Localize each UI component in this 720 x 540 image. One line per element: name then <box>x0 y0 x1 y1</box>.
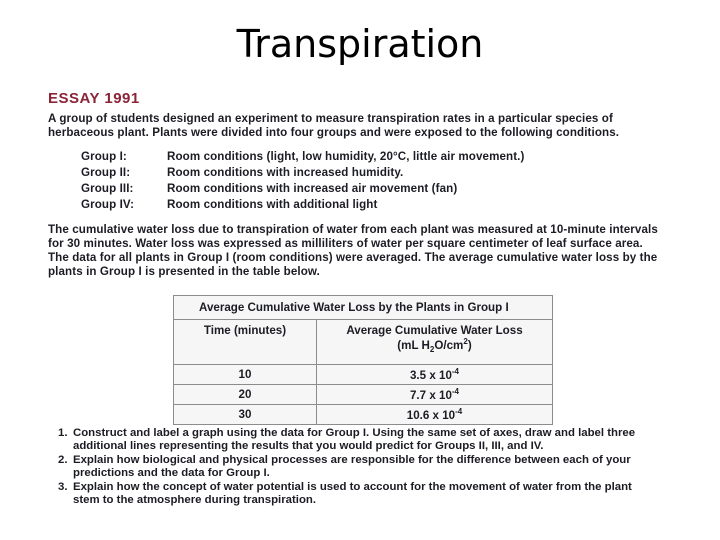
value-mantissa: 10.6 x 10 <box>406 408 456 422</box>
value-mantissa: 7.7 x 10 <box>409 388 452 402</box>
value-exponent: -4 <box>455 407 463 417</box>
table-row <box>174 405 553 425</box>
time-cell: 10 <box>174 365 317 385</box>
question-text: Explain how biological and physical processes are responsible for the difference between each of your predictions and the data for Group I. <box>73 454 631 479</box>
group-condition: Room conditions with increased humidity. <box>167 166 404 179</box>
list-item <box>58 454 708 479</box>
water-loss-cell <box>317 405 553 425</box>
units-part: ) <box>467 338 472 352</box>
units-part: O/cm <box>434 338 464 352</box>
question-list <box>58 427 708 509</box>
methods-paragraph: The cumulative water loss due to transpiration of water from each plant was measured at 10-minute intervals for 30 minutes. Water loss was expressed as milliliters of water per square centimeter of leaf surface area. The data for all plants in Group I (room conditions) were averaged. The average cumulative water loss by the plants in Group I is presented in the table below. <box>48 223 658 278</box>
group-condition: Room conditions with increased air movement (fan) <box>167 182 458 195</box>
water-loss-column-header <box>317 320 553 365</box>
units-superscript: 2 <box>463 337 468 346</box>
value-mantissa: 3.5 x 10 <box>409 368 452 382</box>
list-item <box>58 481 708 506</box>
essay-heading: ESSAY 1991 <box>48 90 140 107</box>
units-subscript: 2 <box>429 345 435 355</box>
value-exponent: -4 <box>451 387 460 397</box>
group-condition: Room conditions with additional light <box>167 198 378 211</box>
value-exponent: -4 <box>451 367 460 377</box>
time-column-header: Time (minutes) <box>174 320 317 365</box>
water-loss-header-line1: Average Cumulative Water Loss <box>346 324 523 337</box>
question-text: Construct and label a graph using the data for Group I. Using the same set of axes, draw and label three additional lines representing the results that you would predict for Groups II, III, and IV. <box>73 427 636 452</box>
group-label: Group II: <box>81 166 131 179</box>
time-cell: 30 <box>174 405 317 425</box>
question-number: 3. <box>58 481 68 494</box>
intro-paragraph: A group of students designed an experiment to measure transpiration rates in a particular species of herbaceous plant. Plants were divided into four groups and were exposed to the following conditions. <box>48 112 620 139</box>
group-label: Group IV: <box>81 198 135 211</box>
question-text: Explain how the concept of water potential is used to account for the movement of water from the plant stem to the atmosphere during transpiration. <box>73 481 632 506</box>
slide-title: Transpiration <box>236 22 484 66</box>
water-loss-table <box>173 295 553 425</box>
group-label: Group III: <box>81 182 134 195</box>
group-label: Group I: <box>81 150 127 163</box>
question-number: 2. <box>58 454 68 467</box>
table-caption: Average Cumulative Water Loss by the Plants in Group I <box>174 296 553 320</box>
essay-document <box>48 92 700 279</box>
water-loss-cell <box>317 385 553 405</box>
table-row <box>174 365 553 385</box>
units-part: (mL H <box>397 338 430 352</box>
water-loss-cell <box>317 365 553 385</box>
list-item <box>58 427 708 452</box>
group-conditions-list <box>81 150 700 212</box>
question-number: 1. <box>58 427 68 439</box>
water-loss-header-units <box>317 337 552 354</box>
time-cell: 20 <box>174 385 317 405</box>
table-row <box>174 385 553 405</box>
group-condition: Room conditions (light, low humidity, 20°C, little air movement.) <box>167 150 525 163</box>
